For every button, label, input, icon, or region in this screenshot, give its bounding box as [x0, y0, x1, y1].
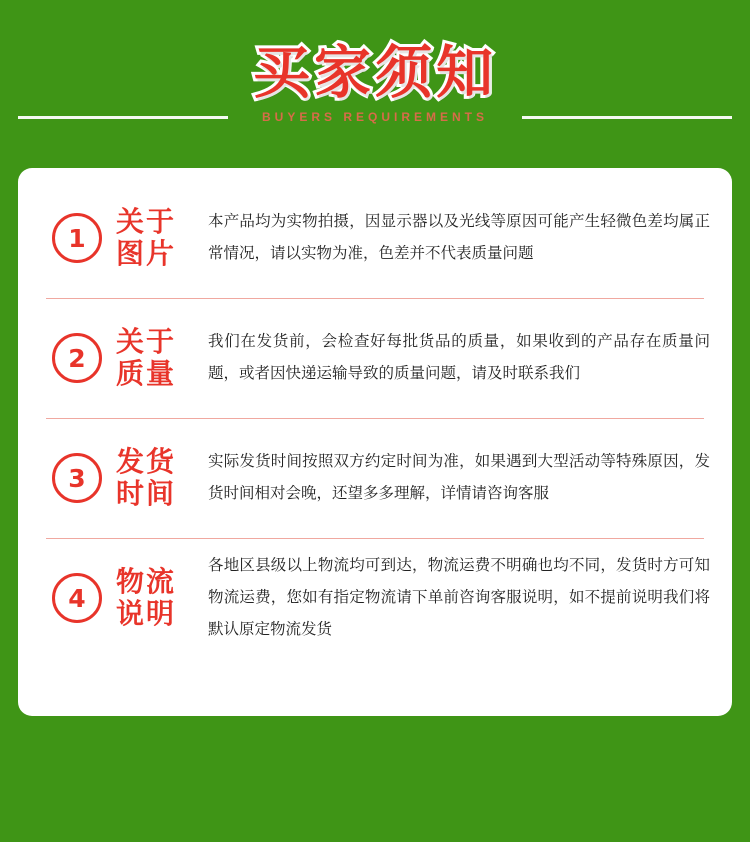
- notice-description: 各地区县级以上物流均可到达，物流运费不明确也均不同，发货时方可知物流运费，您如有指定物流请下单前咨询客服说明，如不提前说明我们将默认原定物流发货: [208, 556, 710, 638]
- notice-topic-line2: 质量: [116, 357, 177, 390]
- page-title: 买家须知: [253, 40, 497, 107]
- notice-number-badge: 2: [52, 333, 102, 383]
- notice-description: 实际发货时间按照双方约定时间为准，如果遇到大型活动等特殊原因，发货时间相对会晚，还望多多理解，详情请咨询客服: [208, 452, 710, 502]
- notice-item: [40, 298, 710, 418]
- notice-topic-line2: 说明: [116, 597, 177, 630]
- notice-topic-line2: 图片: [116, 237, 177, 270]
- page-subtitle: BUYERS REQUIREMENTS: [261, 109, 489, 124]
- page-header: [0, 0, 750, 168]
- header-rule-right: [522, 116, 732, 119]
- notice-description: 本产品均为实物拍摄，因显示器以及光线等原因可能产生轻微色差均属正常情况，请以实物为准，色差并不代表质量问题: [208, 212, 710, 262]
- notice-item: [40, 418, 710, 538]
- header-rule-left: [18, 116, 228, 119]
- notice-topic-line1: 关于: [116, 204, 177, 238]
- notice-number-badge: 3: [52, 453, 102, 503]
- notice-number-badge: 1: [52, 213, 102, 263]
- notice-topic-line1: 物流: [116, 564, 177, 598]
- notice-topic-line1: 发货: [116, 444, 177, 478]
- notice-item: [40, 178, 710, 298]
- notice-number-badge: 4: [52, 573, 102, 623]
- notice-card: [18, 168, 732, 716]
- notice-topic: [116, 206, 202, 270]
- notice-topic: [116, 446, 202, 510]
- title-block: [227, 40, 523, 124]
- notice-description: 我们在发货前，会检查好每批货品的质量，如果收到的产品存在质量问题，或者因快递运输导致的质量问题，请及时联系我们: [208, 332, 710, 382]
- header-inner: [0, 40, 750, 124]
- notice-topic: [116, 326, 202, 390]
- notice-item: [40, 538, 710, 658]
- notice-topic-line1: 关于: [116, 324, 177, 358]
- notice-topic: [116, 566, 202, 630]
- notice-topic-line2: 时间: [116, 477, 177, 510]
